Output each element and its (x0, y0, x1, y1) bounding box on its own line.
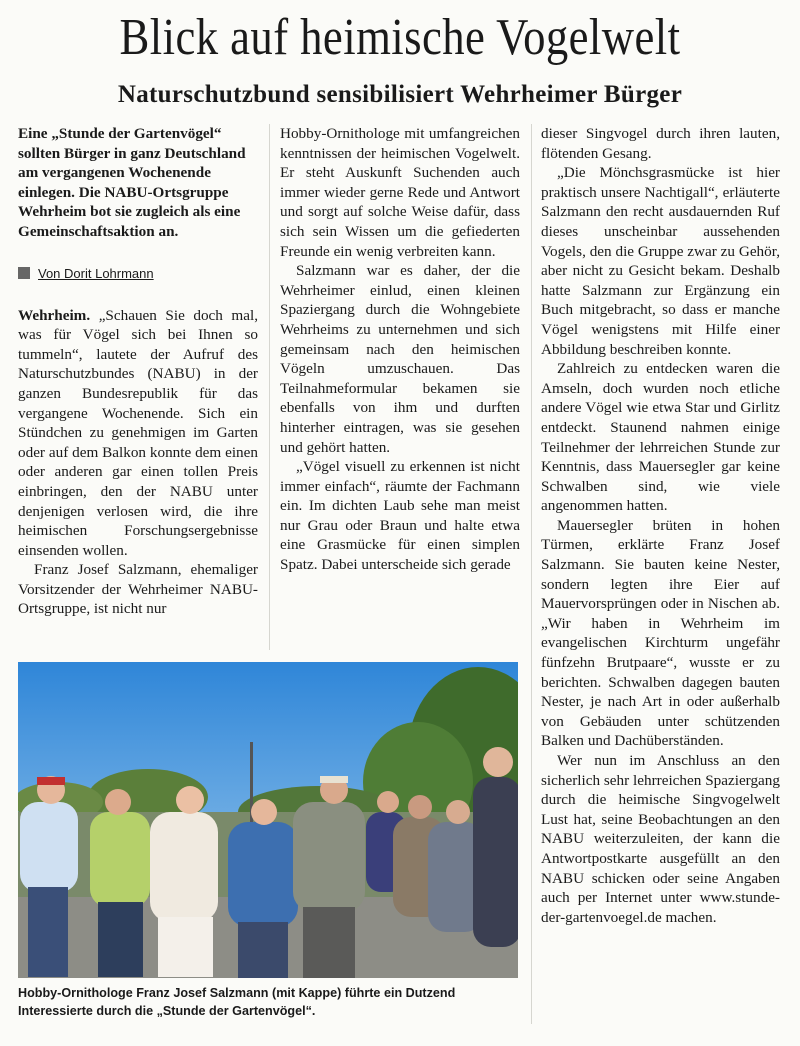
paragraph: Zahlreich zu entdecken waren die Amseln, doch wurden noch etliche andere Vögel wie etwa Star und Girlitz entdeckt. Staunend nahmen einige Teilnehmer der lehrreichen Stunde zur Kenntnis, dass Mauersegler gar keine Schwalben sind, wie viele angenommen hatten. (541, 360, 780, 515)
column-divider (531, 124, 532, 1024)
paragraph-text: „Schauen Sie doch mal, was für Vögel sich bei Ihnen so tummeln“, lautete der Aufruf des Naturschutzbundes (NABU) in der ganzen Bundesrepublik für das vergangene Wochenende. Sich ein Stündchen zu genehmigen im Garten oder auf dem Balkon konnte dem einen oder anderen gar einen tollen Preis einbringen, den der NABU unter denjenigen verlosen wird, die ihre heimischen Forschungsergebnisse einsenden wollen. (18, 306, 258, 559)
article-photo (18, 662, 518, 978)
author-square-icon (18, 267, 30, 279)
paragraph: Mauersegler brüten in hohen Türmen, erklärte Franz Josef Salzmann. Sie bauten keine Nester, sondern legten ihre Eier auf Mauervorsprüngen oder in Nischen ab. „Wir haben in Wehrheim im evangelischen Kirchturm ungefähr fünfzehn Brutpaare“, wusste er zu berichten. Schwalben dagegen bauten Nester, je nach Art in oder außerhalb von Gebäuden unter schützenden Balken und Dachüberständen. (541, 516, 780, 750)
author-name: Von Dorit Lohrmann (38, 265, 154, 281)
paragraph: „Vögel visuell zu erkennen ist nicht immer einfach“, räumte der Fachmann ein. Im dichten Laub sehe man meist nur Grau oder Braun und halte etwa eine Grasmücke für einen simplen Spatz. Dabei unterscheide sich gerade (280, 458, 520, 574)
paragraph: „Die Mönchsgrasmücke ist hier praktisch unsere Nachtigall“, erläuterte Salzmann den recht ausdauernden Ruf dieses unscheinbar aussehenden Vogels, den die Gruppe zwar zu Gehör, aber nicht zu Gesicht bekam. Deshalb hatte Salzmann zur Ergänzung ein Buch mitgebracht, so dass er manche Vögel wenigstens mit Hilfe einer Abbildung beschreiben konnte. (541, 164, 780, 358)
author-line (18, 266, 258, 282)
article-column-2 (280, 124, 520, 575)
article-headline: Blick auf heimische Vogelwelt (119, 9, 681, 66)
paragraph: Hobby-Ornithologe mit umfangreichen kenntnissen der heimischen Vogelwelt. Er steht Auskunft Suchenden auch immer wieder gerne Rede und Antwort und sorgt auf solche Weise dafür, dass sich sein Wissen um die gefiederten Freunde ein wenig verbreiten kann. (280, 125, 520, 260)
paragraph: Salzmann war es daher, der die Wehrheimer einlud, einen kleinen Spaziergang durch die Wohngebiete Wehrheims zu unternehmen und sich gemeinsam nach den heimischen Vögeln umzuschauen. Das Teilnahmeformular bekamen sie ebenfalls von ihm und durften hinterher eintragen, was sie gesehen und gehört hatten. (280, 262, 520, 456)
article-subheadline: Naturschutzbund sensibilisiert Wehrheimer Bürger (117, 81, 683, 108)
paragraph (18, 306, 258, 561)
paragraph: Wer nun im Anschluss an den sicherlich sehr lehrreichen Spaziergang durch die heimische Singvogelwelt Lust hat, seine Beobachtungen an den NABU weiterzuleiten, der kann die Antwortpostkarte ausgefüllt an den NABU schicken oder seine Angaben auch per Internet unter www.stunde-der-gartenvoegel.de machen. (541, 752, 780, 926)
column-divider (269, 124, 270, 650)
article-column-1 (18, 124, 258, 619)
paragraph: dieser Singvogel durch ihren lauten, flötenden Gesang. (541, 125, 780, 162)
article-column-3 (541, 124, 780, 927)
article-lead: Eine „Stunde der Gartenvögel“ sollten Bürger in ganz Deutschland am vergangenen Wochenende einlegen. Die NABU-Ortsgruppe Wehrheim bot sie zugleich als eine Gemeinschaftsaktion an. (18, 125, 246, 240)
photo-caption: Hobby-Ornithologe Franz Josef Salzmann (mit Kappe) führte ein Dutzend Interessierte durch die „Stunde der Gartenvögel“. (18, 986, 456, 1018)
paragraph: Franz Josef Salzmann, ehemaliger Vorsitzender der Wehrheimer NABU-Ortsgruppe, ist nicht nur (18, 561, 258, 618)
group-photo-image (18, 662, 518, 978)
dateline: Wehrheim. (18, 306, 91, 324)
